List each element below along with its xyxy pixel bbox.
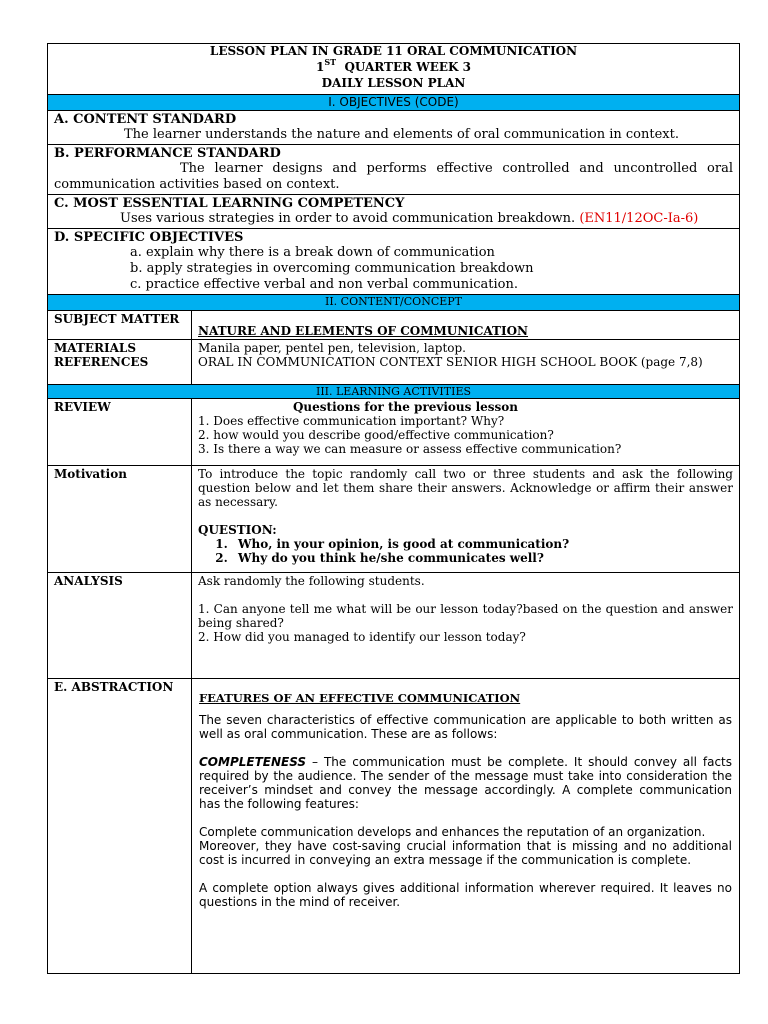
header-title: LESSON PLAN IN GRADE 11 ORAL COMMUNICATION [209, 44, 578, 58]
abstraction-paragraph: Complete communication develops and enhances the reputation of an organization. [199, 825, 706, 839]
review-item: 1. Does effective communication important? Why? [198, 414, 505, 428]
content-standard-row [48, 111, 740, 145]
content-bar [48, 295, 740, 311]
completeness-paragraph: COMPLETENESS – The communication must be complete. It should convey all facts required by the audience. The sender of the message must take into consideration the receiver’s mindset and convey the message accordingly. A complete communication has the following features: [199, 755, 732, 811]
lesson-plan-document [47, 43, 739, 974]
subject-matter-label: SUBJECT MATTER [48, 311, 192, 340]
abstraction-heading: FEATURES OF AN EFFECTIVE COMMUNICATION [199, 691, 521, 705]
review-item: 2. how would you describe good/effective communication? [198, 428, 554, 442]
header-subtitle: DAILY LESSON PLAN [321, 76, 466, 90]
performance-standard-row [48, 145, 740, 195]
competency-code: (EN11/12OC-Ia-6) [579, 211, 699, 226]
analysis-item: 2. How did you managed to identify our lesson today? [198, 630, 526, 644]
review-row [48, 399, 740, 466]
question-item: 2. Why do you think he/she communicates well? [232, 551, 733, 565]
abstraction-row [48, 679, 740, 974]
materials-label: MATERIALS REFERENCES [48, 340, 192, 385]
materials-row [48, 340, 740, 385]
subject-matter-row [48, 311, 740, 340]
abstraction-label: E. ABSTRACTION [48, 679, 192, 974]
competency-title: C. MOST ESSENTIAL LEARNING COMPETENCY [54, 196, 405, 211]
review-heading: Questions for the previous lesson [292, 400, 519, 414]
question-item: 1. Who, in your opinion, is good at communication? [232, 537, 733, 551]
objective-item: a. explain why there is a break down of communication [130, 245, 495, 260]
lesson-plan-table [47, 43, 740, 974]
objectives-bar [48, 95, 740, 111]
motivation-text: To introduce the topic randomly call two or three students and ask the following question below and let them share their answers. Acknowledge or affirm their answer as necessary. [198, 467, 733, 509]
abstraction-paragraph: A complete option always gives additional information wherever required. It leaves no questions in the mind of receiver. [199, 881, 732, 909]
header-row [48, 44, 740, 95]
analysis-intro: Ask randomly the following students. [198, 574, 425, 588]
header-quarter: 1ST QUARTER WEEK 3 [315, 57, 472, 74]
question-list [198, 537, 733, 565]
content-standard-title: A. CONTENT STANDARD [54, 112, 237, 127]
abstraction-paragraph: Moreover, they have cost-saving crucial information that is missing and no additional cost is incurred in conveying an extra message if the communication is complete. [199, 839, 732, 867]
objectives-bar-label: I. OBJECTIVES (CODE) [48, 95, 740, 111]
activities-bar [48, 385, 740, 399]
content-bar-label: II. CONTENT/CONCEPT [48, 295, 740, 311]
completeness-term: COMPLETENESS [199, 755, 307, 769]
question-label: QUESTION: [198, 523, 277, 537]
materials-text: Manila paper, pentel pen, television, laptop. [198, 341, 466, 355]
competency-text: Uses various strategies in order to avoid communication breakdown. (EN11/12OC-Ia-6) [120, 211, 699, 226]
motivation-row [48, 466, 740, 573]
competency-row [48, 195, 740, 229]
subject-matter-value: NATURE AND ELEMENTS OF COMMUNICATION [198, 324, 529, 338]
objective-item: c. practice effective verbal and non verbal communication. [130, 277, 518, 292]
objective-item: b. apply strategies in overcoming communication breakdown [130, 261, 534, 276]
activities-bar-label: III. LEARNING ACTIVITIES [48, 385, 740, 399]
content-standard-text: The learner understands the nature and elements of oral communication in context. [124, 127, 679, 142]
review-item: 3. Is there a way we can measure or assess effective communication? [198, 442, 622, 456]
specific-objectives-title: D. SPECIFIC OBJECTIVES [54, 230, 244, 245]
analysis-label: ANALYSIS [48, 573, 192, 679]
performance-standard-text: The learner designs and performs effective controlled and uncontrolled oral communication activities based on context. [54, 161, 733, 192]
references-text: ORAL IN COMMUNICATION CONTEXT SENIOR HIGH SCHOOL BOOK (page 7,8) [198, 355, 703, 369]
specific-objectives-row [48, 229, 740, 295]
performance-standard-title: B. PERFORMANCE STANDARD [54, 146, 281, 161]
review-label: REVIEW [48, 399, 192, 466]
abstraction-intro: The seven characteristics of effective communication are applicable to both written as well as oral communication. These are as follows: [199, 713, 732, 741]
analysis-row [48, 573, 740, 679]
analysis-item: 1. Can anyone tell me what will be our lesson today?based on the question and answer being shared? [198, 602, 733, 630]
motivation-label: Motivation [48, 466, 192, 573]
